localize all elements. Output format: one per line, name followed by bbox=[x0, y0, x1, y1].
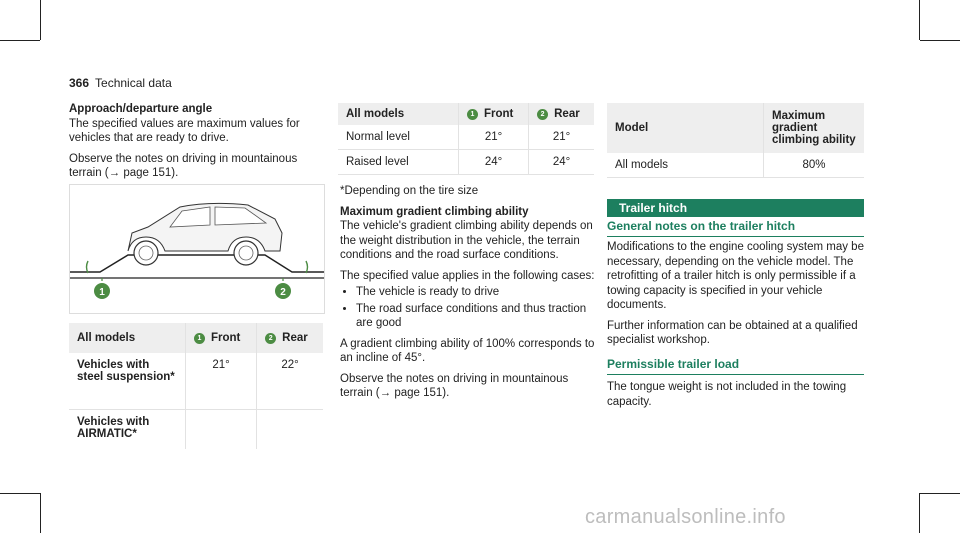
page-number: 366 bbox=[69, 76, 90, 90]
list-item: • The vehicle is ready to drive bbox=[356, 285, 598, 300]
footnote: *Depending on the tire size bbox=[340, 185, 479, 197]
trailer-info: Further information can be obtained at a qualified specialist workshop. bbox=[607, 319, 858, 346]
crop-mark bbox=[919, 0, 920, 40]
callout-1: 1 bbox=[99, 287, 105, 298]
gradient-cases: The specified value applies in the following cases: bbox=[340, 269, 595, 282]
car-side-view-image bbox=[70, 185, 324, 313]
col-front: 1 Front bbox=[459, 103, 529, 125]
column-1 bbox=[69, 102, 323, 187]
callout-2: 2 bbox=[280, 287, 286, 298]
gradient-incline: A gradient climbing ability of 100% corresponds to an incline of 45°. bbox=[340, 337, 595, 364]
table-row: Raised level 24° 24° bbox=[338, 150, 594, 175]
crop-mark bbox=[920, 40, 960, 41]
col-front: 1 Front bbox=[186, 323, 257, 353]
gradient-note: Observe the notes on driving in mountainous terrain (→ page 151). bbox=[340, 372, 569, 399]
approach-heading: Approach/departure angle bbox=[69, 103, 213, 115]
subheading-general-notes: General notes on the trailer hitch bbox=[607, 219, 864, 237]
gradient-heading: Maximum gradient climbing ability bbox=[340, 205, 529, 218]
table-row: Vehicles with steel suspension* 21° 22° bbox=[69, 353, 323, 409]
column-2 bbox=[340, 184, 598, 407]
trailer-load-text: The tongue weight is not included in the towing capacity. bbox=[607, 381, 847, 408]
col-rear: 2 Rear bbox=[257, 323, 323, 353]
approach-angle-table bbox=[69, 323, 323, 449]
page-header bbox=[69, 76, 172, 90]
level-angle-table: All models 1 Front 2 Rear Normal level 21° 21° Raised level 24° 24° bbox=[338, 103, 594, 175]
crop-mark bbox=[919, 493, 920, 533]
badge-1-icon: 1 bbox=[467, 109, 478, 120]
car-illustration bbox=[69, 184, 325, 314]
subheading-trailer-load: Permissible trailer load bbox=[607, 357, 864, 375]
bullet-list bbox=[340, 285, 598, 331]
table-row: Vehicles with AIRMATIC* bbox=[69, 409, 323, 449]
badge-1-icon: 1 bbox=[194, 333, 205, 344]
crop-mark bbox=[0, 40, 40, 41]
trailer-text: Modifications to the engine cooling system may be necessary, depending on the vehicle model. The retrofitting of a trailer hitch is only permissible if a towing capacity is specified in your vehicle documents. bbox=[607, 241, 864, 311]
badge-2-icon: 2 bbox=[265, 333, 276, 344]
watermark: carmanualsonline.info bbox=[585, 506, 786, 528]
badge-2-icon: 2 bbox=[537, 109, 548, 120]
gradient-text: The vehicle's gradient climbing ability depends on the weight distribution in the vehicle, the terrain conditions and the road surface conditions. bbox=[340, 220, 593, 261]
table-row: All models 80% bbox=[607, 153, 864, 178]
gradient-table: Model Maximum gradient climbing ability All models 80% bbox=[607, 103, 864, 178]
crop-mark bbox=[40, 493, 41, 533]
crop-mark bbox=[0, 493, 40, 494]
section-title: Technical data bbox=[95, 76, 172, 90]
col-all-models: All models bbox=[69, 323, 186, 353]
table-row: Normal level 21° 21° bbox=[338, 125, 594, 150]
approach-text: The specified values are maximum values for vehicles that are ready to drive. bbox=[69, 117, 300, 144]
crop-mark bbox=[920, 493, 960, 494]
crop-mark bbox=[40, 0, 41, 40]
section-bar-trailer-hitch: Trailer hitch bbox=[607, 199, 864, 217]
column-3-text bbox=[607, 240, 864, 354]
list-item: • The road surface conditions and thus traction are good bbox=[356, 302, 598, 331]
approach-note: Observe the notes on driving in mountainous terrain (→ page 151). bbox=[69, 152, 298, 179]
col-rear: 2 Rear bbox=[529, 103, 594, 125]
